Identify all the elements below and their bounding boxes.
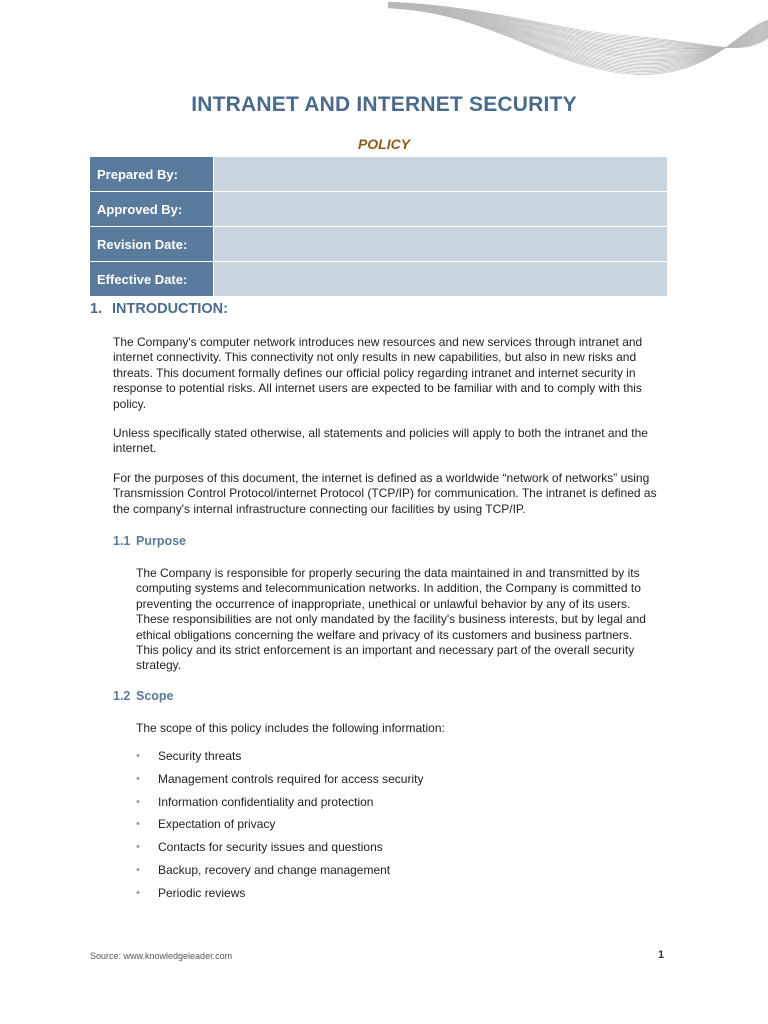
list-item-text: Management controls required for access security bbox=[158, 771, 424, 786]
intro-paragraph-2: Unless specifically stated otherwise, all statements and policies will apply to both the intranet and the internet. bbox=[113, 426, 648, 456]
list-item-text: Expectation of privacy bbox=[158, 817, 276, 832]
prepared-by-label: Prepared By: bbox=[90, 157, 214, 192]
bullet-icon: • bbox=[136, 863, 140, 876]
footer-source: Source: www.knowledgeleader.com bbox=[90, 951, 233, 961]
document-subtitle: POLICY bbox=[357, 136, 411, 152]
bullet-icon: • bbox=[136, 818, 140, 831]
bullet-icon: • bbox=[136, 772, 140, 785]
list-item bbox=[136, 769, 423, 792]
document-title: INTRANET AND INTERNET SECURITY bbox=[191, 93, 577, 116]
table-row bbox=[90, 157, 667, 192]
bullet-icon: • bbox=[136, 841, 140, 854]
effective-date-label: Effective Date: bbox=[90, 262, 214, 297]
intro-paragraph-1: The Company's computer network introduces new resources and new services through intranet and internet connectivity. This connectivity not only results in new capabilities, but also in new risks and threats. This document formally defines our official policy regarding intranet and internet security in response to potential risks. All internet users are expected to be familiar with and to comply with this policy. bbox=[113, 335, 643, 411]
approved-by-label: Approved By: bbox=[90, 192, 214, 227]
intro-paragraph-3: For the purposes of this document, the internet is defined as a worldwide “network of networks” using Transmission Control Protocol/internet Protocol (TCP/IP) for communication. The intranet is defined as the company's internal infrastructure connecting our facilities by using TCP/IP. bbox=[113, 471, 657, 516]
section-heading-text: INTRODUCTION: bbox=[112, 301, 228, 317]
revision-date-value bbox=[214, 227, 668, 262]
section-heading-introduction bbox=[90, 301, 228, 317]
table-row bbox=[90, 262, 667, 297]
list-item bbox=[136, 860, 423, 883]
bullet-icon: • bbox=[136, 795, 140, 808]
page-number: 1 bbox=[658, 949, 665, 961]
list-item-text: Periodic reviews bbox=[158, 885, 246, 900]
revision-date-label: Revision Date: bbox=[90, 227, 214, 262]
list-item bbox=[136, 883, 423, 906]
bullet-icon: • bbox=[136, 886, 140, 899]
table-row bbox=[90, 227, 667, 262]
prepared-by-value bbox=[214, 157, 668, 192]
bullet-icon: • bbox=[136, 750, 140, 762]
subsection-heading-purpose bbox=[113, 534, 186, 548]
list-item-text: Security threats bbox=[158, 749, 242, 763]
decorative-wave-graphic bbox=[380, 0, 768, 95]
approved-by-value bbox=[214, 192, 668, 227]
subsection-heading-scope bbox=[113, 689, 174, 703]
subsection-number: 1.1 bbox=[113, 534, 131, 548]
table-row bbox=[90, 192, 667, 227]
scope-list bbox=[136, 746, 423, 906]
subsection-heading-text: Purpose bbox=[136, 534, 187, 548]
list-item bbox=[136, 814, 423, 837]
list-item-text: Backup, recovery and change management bbox=[158, 862, 391, 877]
list-item-text: Information confidentiality and protection bbox=[158, 794, 374, 809]
subsection-number: 1.2 bbox=[113, 689, 131, 703]
list-item bbox=[136, 792, 423, 815]
list-item-text: Contacts for security issues and questions bbox=[158, 840, 383, 855]
list-item bbox=[136, 746, 423, 769]
purpose-paragraph: The Company is responsible for properly securing the data maintained in and transmitted by its computing systems and telecommunication networks. In addition, the Company is committed to preventing the occurrence of inappropriate, unethical or unlawful behavior by any of its users. These responsibilities are not only mandated by the facility's business interests, but by legal and ethical obligations concerning the welfare and privacy of its customers and business partners. This policy and its strict enforcement is an important and necessary part of the overall security strategy. bbox=[136, 566, 646, 673]
subsection-heading-text: Scope bbox=[136, 689, 174, 703]
list-item bbox=[136, 837, 423, 860]
effective-date-value bbox=[214, 262, 668, 297]
document-info-table bbox=[90, 157, 667, 297]
section-number: 1. bbox=[90, 301, 103, 317]
scope-intro: The scope of this policy includes the following information: bbox=[136, 721, 445, 735]
